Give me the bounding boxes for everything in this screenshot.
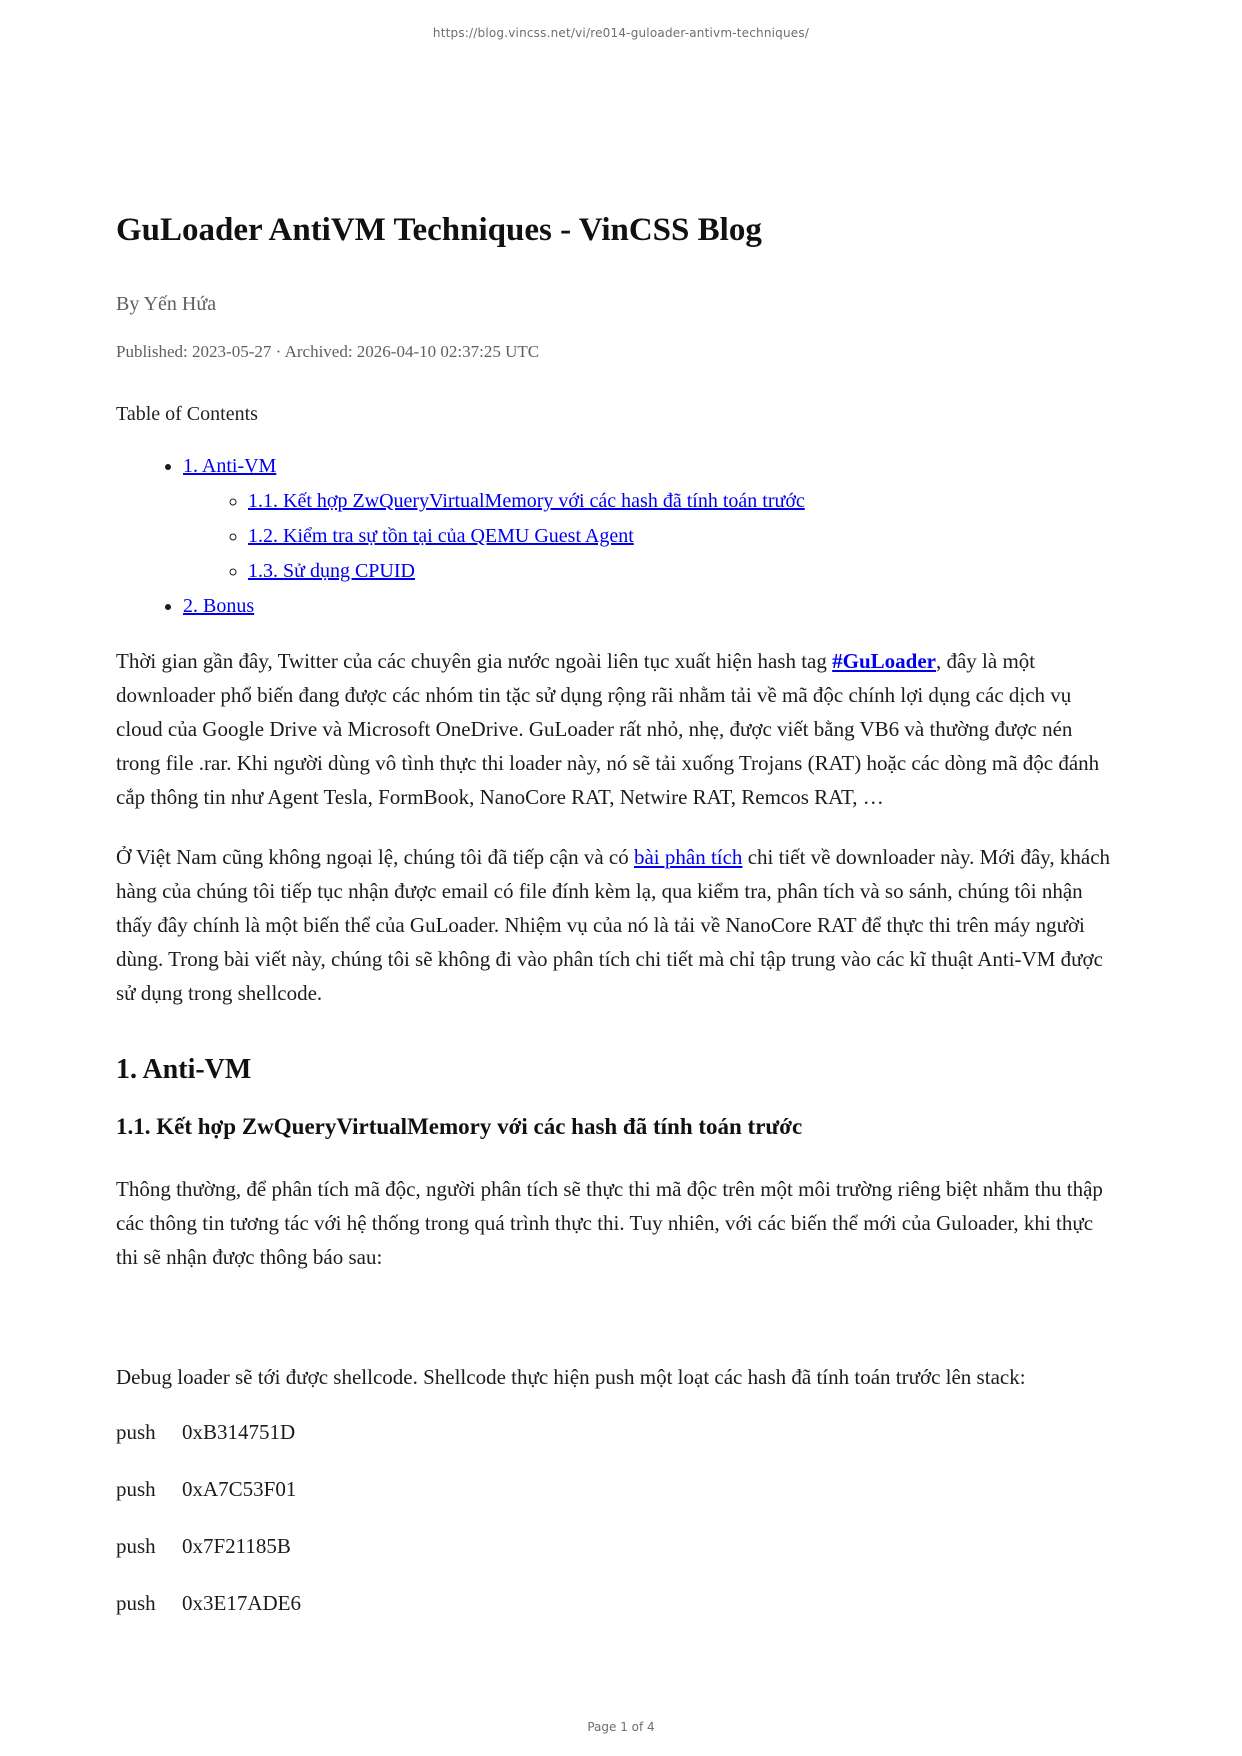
toc-item-1-3 (248, 554, 1116, 589)
toc-item-1-2 (248, 519, 1116, 554)
asm-push-line (116, 1418, 1116, 1446)
print-header-url: https://blog.vincss.net/vi/re014-guloader-antivm-techniques/ (432, 26, 810, 40)
toc-link-1-3[interactable]: 1.3. Sử dụng CPUID (248, 560, 415, 582)
page-title: GuLoader AntiVM Techniques - VinCSS Blog (116, 212, 762, 248)
asm-operand: 0xA7C53F01 (182, 1477, 297, 1501)
asm-push-line (116, 1475, 1116, 1503)
analysis-article-link[interactable]: bài phân tích (633, 845, 743, 869)
paragraph-intro-text: Thời gian gần đây, Twitter của các chuyên gia nước ngoài liên tục xuất hiện hash tag (116, 649, 833, 673)
toc-link-1-1[interactable]: 1.1. Kết hợp ZwQueryVirtualMemory với các hash đã tính toán trước (248, 490, 805, 512)
asm-operand: 0x7F21185B (182, 1534, 291, 1558)
article-content (116, 0, 1116, 1617)
toc-item-1-1 (248, 484, 1116, 519)
toc-link-1-2[interactable]: 1.2. Kiểm tra sự tồn tại của QEMU Guest Agent (248, 525, 634, 547)
guloader-hashtag-link[interactable]: #GuLoader (832, 649, 936, 673)
missing-image-placeholder (116, 1274, 1116, 1360)
toc-sublist (183, 484, 1116, 589)
paragraph-vietnam-text: Ở Việt Nam cũng không ngoại lệ, chúng tôi đã tiếp cận và có (116, 845, 634, 869)
paragraph-analysis-env: Thông thường, để phân tích mã độc, người phân tích sẽ thực thi mã độc trên một môi trường riêng biệt nhằm thu thập các thông tin tương tác với hệ thống trong quá trình thực thi. Tuy nhiên, với các biến thể mới của Guloader, khi thực thi sẽ nhận được thông báo sau: (116, 1177, 1103, 1269)
section-heading-anti-vm: 1. Anti-VM (116, 1054, 252, 1085)
asm-push-line (116, 1589, 1116, 1617)
paragraph-vietnam-text-cont: chi tiết về downloader này. Mới đây, khách hàng của chúng tôi tiếp tục nhận được email có file đính kèm lạ, qua kiểm tra, phân tích và so sánh, chúng tôi nhận thấy đây chính là một biến thể của GuLoader. Nhiệm vụ của nó là tải về NanoCore RAT để thực thi trên máy người dùng. Trong bài viết này, chúng tôi sẽ không đi vào phân tích chi tiết mà chỉ tập trung vào các kĩ thuật Anti-VM được sử dụng trong shellcode. (116, 845, 1111, 1005)
page-number-footer: Page 1 of 4 (587, 1720, 655, 1734)
byline: By Yến Hứa (116, 293, 217, 315)
paragraph-intro (116, 644, 1116, 814)
paragraph-debug-loader: Debug loader sẽ tới được shellcode. Shellcode thực hiện push một loạt các hash đã tính toán trước lên stack: (116, 1365, 1026, 1389)
asm-opcode: push (116, 1534, 156, 1558)
toc-title: Table of Contents (116, 403, 258, 425)
asm-operand: 0x3E17ADE6 (182, 1591, 301, 1615)
asm-opcode: push (116, 1420, 156, 1444)
subsection-heading-zwquery: 1.1. Kết hợp ZwQueryVirtualMemory với các hash đã tính toán trước (116, 1114, 803, 1139)
paragraph-vietnam-case (116, 840, 1116, 1010)
toc-link-bonus[interactable]: 2. Bonus (183, 595, 255, 617)
table-of-contents (116, 449, 1116, 624)
toc-item-bonus (183, 589, 1116, 624)
asm-operand: 0xB314751D (182, 1420, 296, 1444)
toc-item-anti-vm (183, 449, 1116, 589)
asm-push-line (116, 1532, 1116, 1560)
asm-opcode: push (116, 1591, 156, 1615)
toc-link-anti-vm[interactable]: 1. Anti-VM (183, 455, 277, 477)
paragraph-intro-text-cont: , đây là một downloader phổ biến đang được các nhóm tin tặc sử dụng rộng rãi nhằm tải về mã độc chính lợi dụng các dịch vụ cloud của Google Drive và Microsoft OneDrive. GuLoader rất nhỏ, nhẹ, được viết bằng VB6 và thường được nén trong file .rar. Khi người dùng vô tình thực thi loader này, nó sẽ tải xuống Trojans (RAT) hoặc các dòng mã độc đánh cắp thông tin như Agent Tesla, FormBook, NanoCore RAT, Netwire RAT, Remcos RAT, … (116, 649, 1100, 809)
asm-opcode: push (116, 1477, 156, 1501)
published-archived-line: Published: 2023-05-27 · Archived: 2026-04-10 02:37:25 UTC (116, 342, 540, 361)
